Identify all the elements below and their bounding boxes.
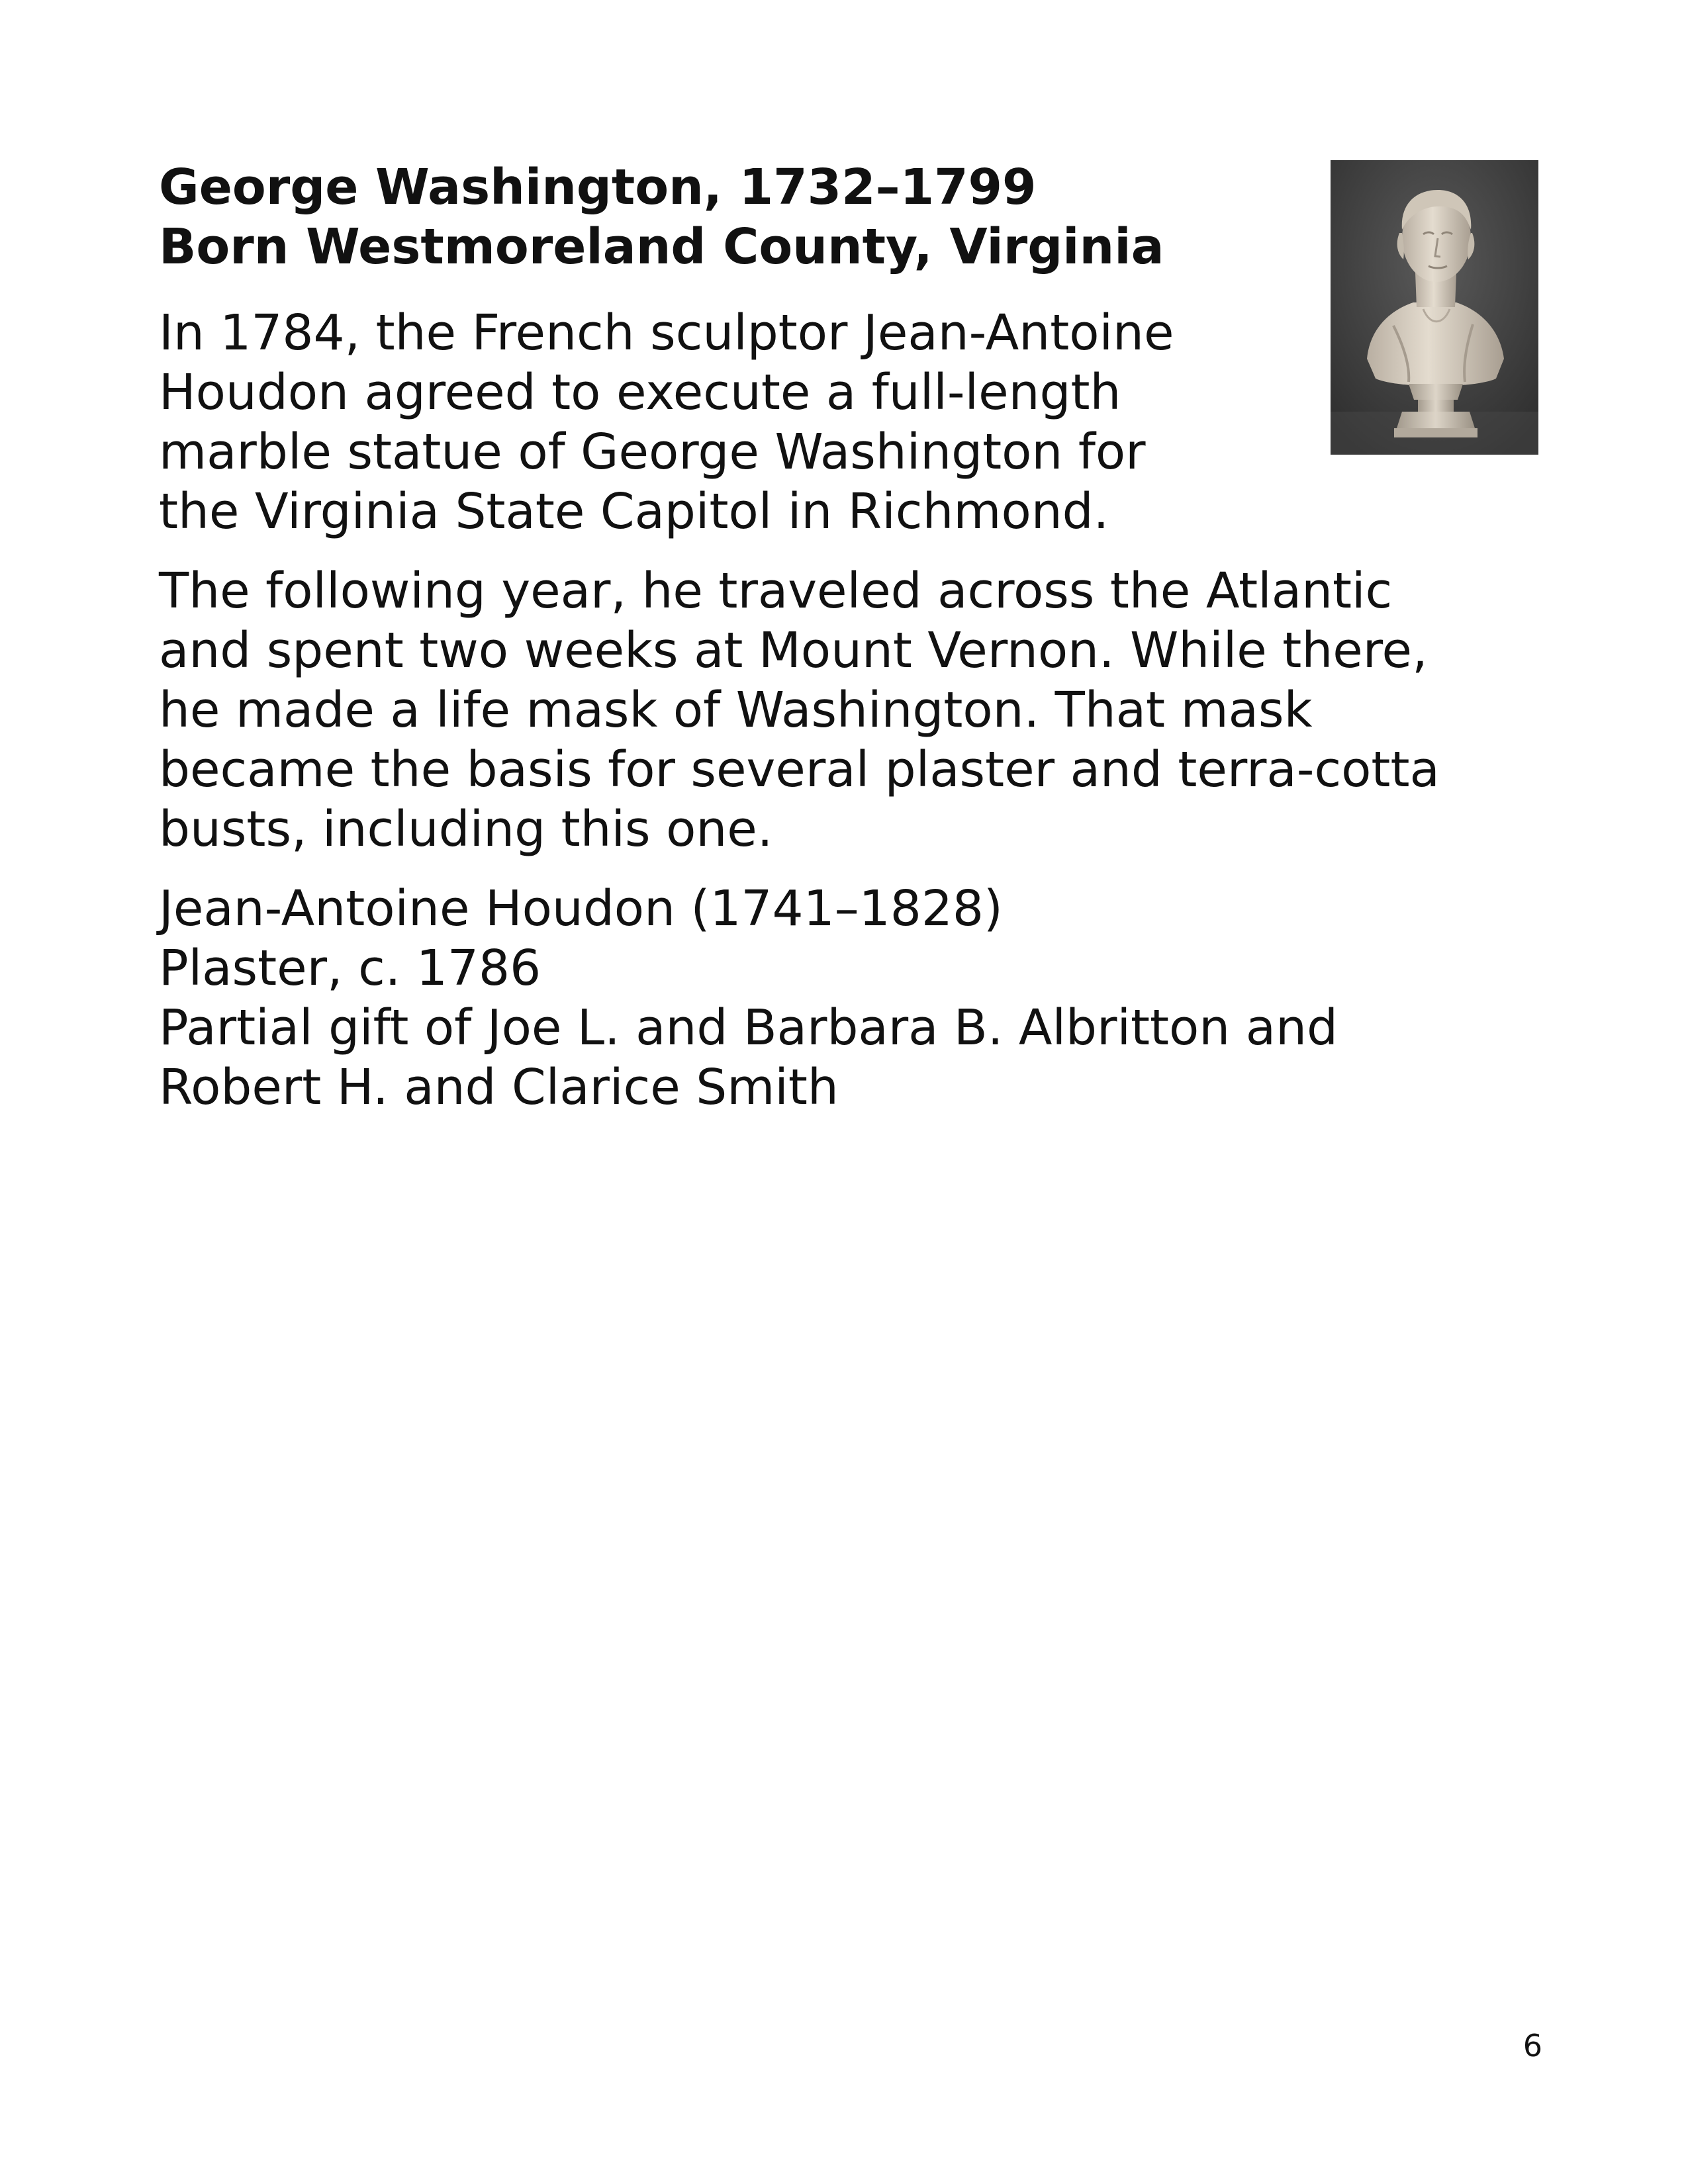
credit-artist: Jean-Antoine Houdon (1741–1828) — [159, 880, 1003, 937]
paragraph-commission — [159, 303, 1174, 541]
paragraph-line: became the basis for several plaster and terra-cotta — [159, 741, 1440, 798]
bust-photo — [1331, 160, 1538, 455]
heading-title: George Washington, 1732–1799 — [159, 159, 1037, 216]
paragraph-line: marble statue of George Washington for — [159, 424, 1146, 480]
paragraph-line: busts, including this one. — [159, 801, 773, 858]
paragraph-life-mask — [159, 561, 1440, 859]
object-credits — [159, 879, 1338, 1117]
paragraph-line: and spent two weeks at Mount Vernon. While there, — [159, 622, 1428, 679]
paragraph-line: In 1784, the French sculptor Jean-Antoine — [159, 304, 1174, 361]
paragraph-line: he made a life mask of Washington. That mask — [159, 682, 1313, 739]
paragraph-line: The following year, he traveled across the Atlantic — [159, 563, 1393, 619]
credit-gift-line: Partial gift of Joe L. and Barbara B. Albritton and — [159, 999, 1338, 1056]
page-number: 6 — [1523, 2028, 1542, 2064]
credit-gift-line: Robert H. and Clarice Smith — [159, 1059, 839, 1116]
heading-birthplace: Born Westmoreland County, Virginia — [159, 218, 1164, 275]
paragraph-line: Houdon agreed to execute a full-length — [159, 364, 1121, 421]
credit-medium: Plaster, c. 1786 — [159, 940, 541, 997]
paragraph-line: the Virginia State Capitol in Richmond. — [159, 483, 1109, 540]
page-heading — [159, 158, 1284, 277]
bust-illustration — [1331, 160, 1538, 455]
